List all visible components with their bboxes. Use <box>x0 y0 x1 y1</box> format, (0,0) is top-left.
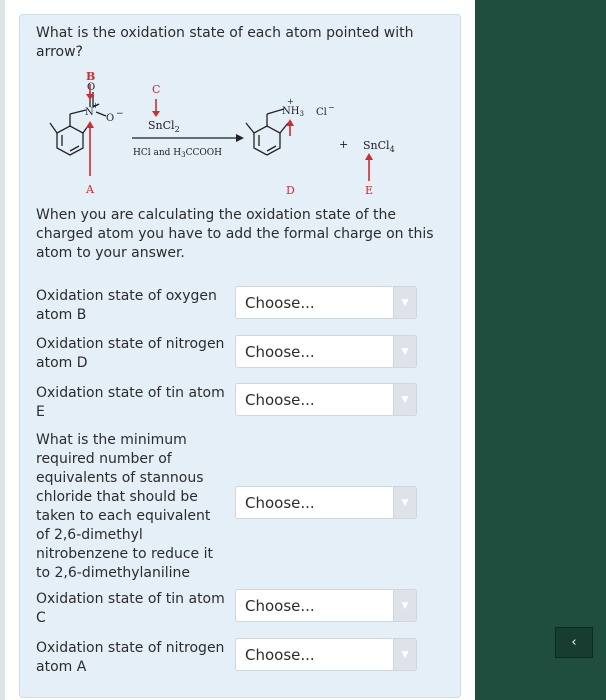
formal-charge-note: When you are calculating the oxidation state of the charged atom you have to add the formal charge on this atom to your answer. <box>36 207 434 261</box>
label-e: E <box>365 184 374 197</box>
chevron-down-icon: ▼ <box>393 384 416 415</box>
row-label-tin-e: Oxidation state of tin atom E <box>36 385 225 420</box>
select-value: Choose... <box>245 597 315 615</box>
arrow-d-head <box>286 119 294 126</box>
select-tin-c[interactable] <box>235 589 417 622</box>
select-equivalents[interactable] <box>235 486 417 519</box>
reaction-arrow-head <box>236 134 244 142</box>
chevron-left-icon: ‹ <box>571 635 577 650</box>
reagent-top: SnCl$_2$ <box>148 119 180 134</box>
row-label-nitrogen-d: Oxidation state of nitrogen atom D <box>36 336 225 371</box>
select-nitrogen-d[interactable] <box>235 335 417 368</box>
plus-sign: + <box>339 138 349 151</box>
side-panel <box>475 0 606 700</box>
charge-minus: − <box>116 109 124 119</box>
select-oxygen-b[interactable] <box>235 286 417 319</box>
arrow-a-head <box>86 121 94 128</box>
arrow-c-head <box>152 111 160 117</box>
charge-plus-product: + <box>287 97 294 106</box>
reaction-scheme <box>30 66 410 202</box>
atom-o-right: O <box>106 113 115 124</box>
label-c: C <box>152 83 161 96</box>
select-value: Choose... <box>245 294 315 312</box>
row-label-tin-c: Oxidation state of tin atom C <box>36 591 225 626</box>
chevron-down-icon: ▼ <box>393 590 416 621</box>
select-value: Choose... <box>245 646 315 664</box>
product-amine: $NH_3$ <box>282 106 304 118</box>
row-label-oxygen-b: Oxidation state of oxygen atom B <box>36 288 217 323</box>
row-label-equivalents: What is the minimum required number of equivalents of stannous chloride that should be taken to each equivalent of 2,6-dimethyl nitrobenzene to reduce it to 2,6-dimethylaniline <box>36 432 214 581</box>
select-tin-e[interactable] <box>235 383 417 416</box>
counterion: Cl <box>316 107 327 118</box>
atom-n-reactant: N <box>85 107 94 118</box>
select-value: Choose... <box>245 391 315 409</box>
chevron-down-icon: ▼ <box>393 287 416 318</box>
label-b: B <box>86 70 96 83</box>
scroll-left-button[interactable] <box>555 627 593 658</box>
label-a: A <box>86 183 94 196</box>
label-d: D <box>286 184 295 197</box>
select-value: Choose... <box>245 494 315 512</box>
charge-plus: + <box>92 101 99 110</box>
counterion-charge: − <box>328 103 335 112</box>
reagent-bottom: HCl and $H_3CCOOH$ <box>133 148 222 159</box>
chevron-down-icon: ▼ <box>393 336 416 367</box>
row-label-nitrogen-a: Oxidation state of nitrogen atom A <box>36 640 225 675</box>
select-value: Choose... <box>245 343 315 361</box>
atom-o-top: O <box>87 82 96 93</box>
byproduct: SnCl$_4$ <box>363 139 395 154</box>
select-nitrogen-a[interactable] <box>235 638 417 671</box>
left-edge <box>0 0 5 700</box>
chevron-down-icon: ▼ <box>393 487 416 518</box>
question-text: What is the oxidation state of each atom pointed with arrow? <box>36 25 414 60</box>
chevron-down-icon: ▼ <box>393 639 416 670</box>
arrow-e-head <box>365 153 373 160</box>
